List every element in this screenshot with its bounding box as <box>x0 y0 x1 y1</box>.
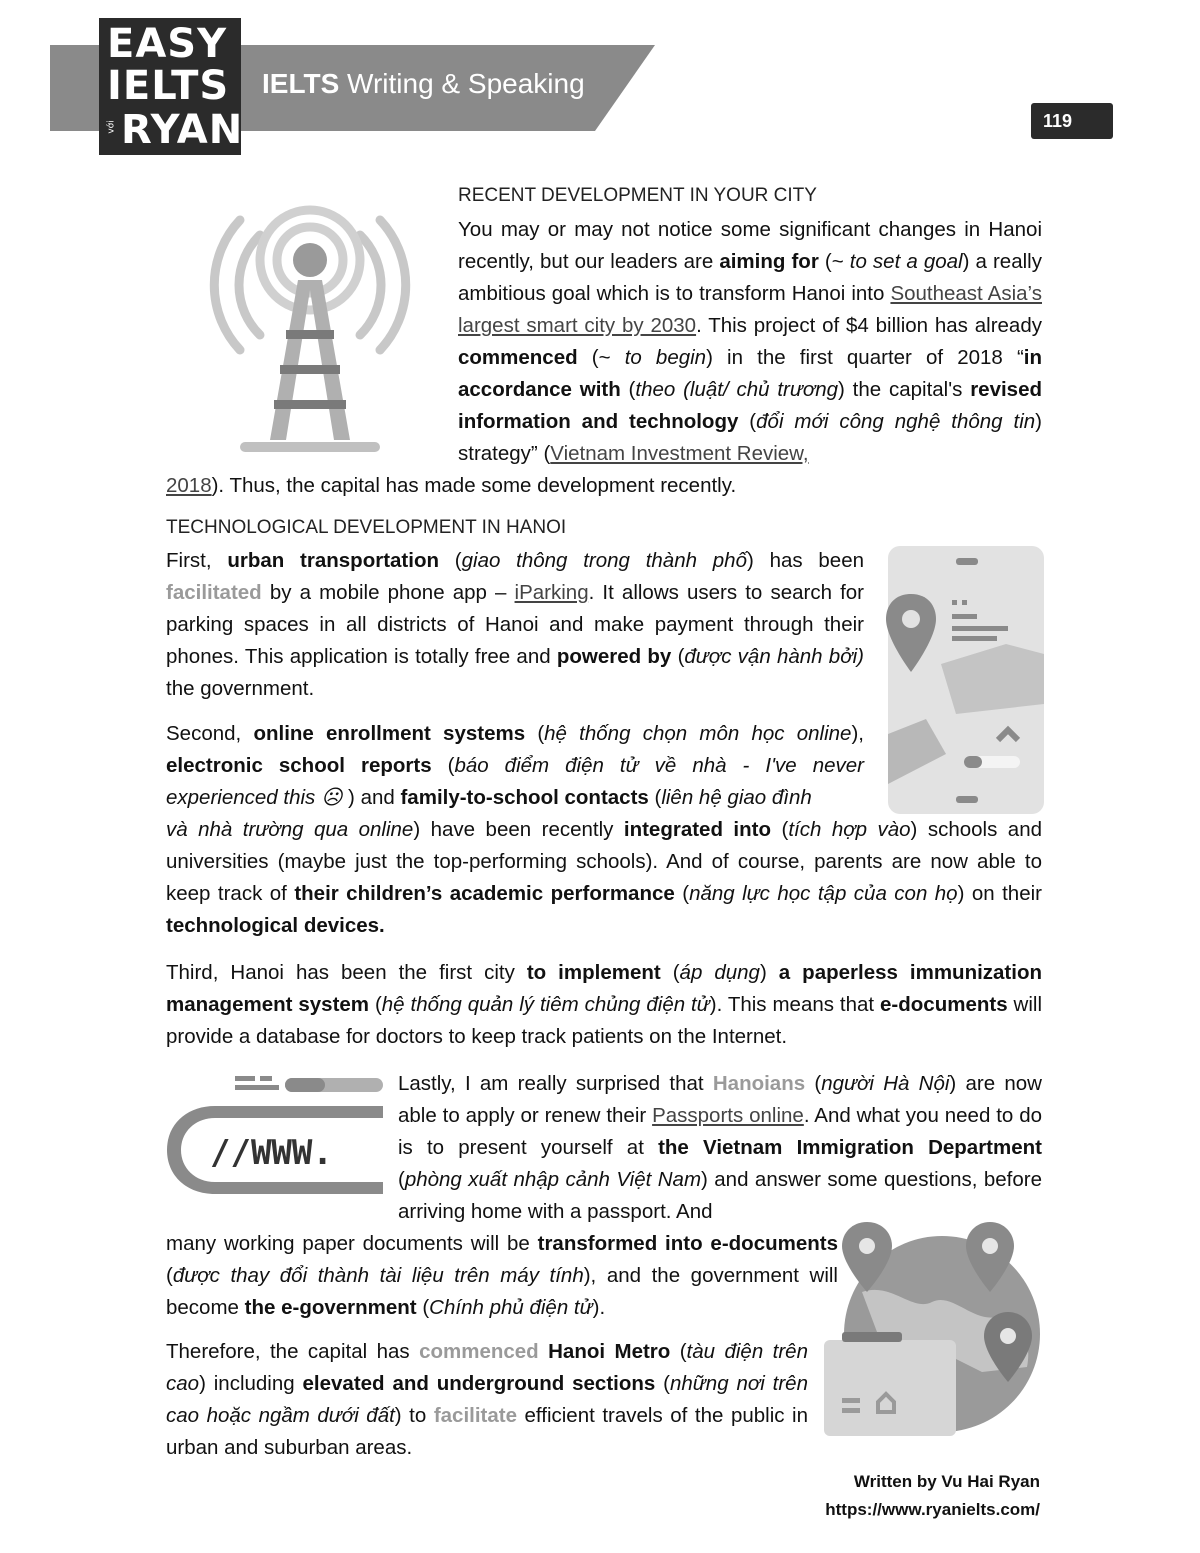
text-run: efficient travels of the public in urban and suburban areas. <box>166 1404 808 1459</box>
bold-term: powered by <box>556 645 672 668</box>
translation-text: hệ thống quản lý tiêm chủng điện tử <box>381 993 710 1016</box>
translation-text: to begin <box>624 346 707 369</box>
header-title <box>262 68 585 100</box>
bold-term: a paperless immunization management system <box>166 961 1042 1016</box>
text-run: ( <box>805 1072 822 1095</box>
text-run: . And what you need to do is to present yourself at <box>398 1104 1042 1159</box>
text-run: ) have been recently <box>413 818 624 841</box>
text-run: ). This means that <box>709 993 881 1016</box>
text-run: ( <box>398 1168 405 1191</box>
radio-tower-icon <box>200 180 420 460</box>
bold-term: Hanoi Metro <box>548 1340 671 1363</box>
translation-text: Chính phủ điện tử <box>429 1296 593 1319</box>
text-run: Therefore, the capital has <box>166 1340 420 1363</box>
text-run: ), <box>851 722 864 745</box>
translation-text: giao thông trong thành phố <box>461 549 747 572</box>
translation-text: áp dụng <box>679 961 760 984</box>
bold-term: the Vietnam Immigration Department <box>658 1136 1042 1159</box>
highlight-term: commenced <box>419 1340 539 1363</box>
text-run: ) and answer some questions, before arriving home with a passport. And <box>398 1168 1042 1223</box>
bold-term: electronic school reports <box>166 754 432 777</box>
text-run: ). Thus, the capital has made some development recently. <box>211 474 737 497</box>
bold-term: aiming for <box>719 250 819 273</box>
bold-term: e-documents <box>880 993 1008 1016</box>
link-text[interactable]: iParking <box>514 581 589 604</box>
paragraph-lastly-b <box>166 1228 838 1324</box>
translation-text: những nơi trên cao hoặc ngầm dưới đất <box>166 1372 808 1427</box>
text-run <box>539 1340 548 1363</box>
translation-text: và nhà trường qua online <box>166 818 414 841</box>
translation-text: được vận hành bởi) <box>684 645 864 668</box>
paragraph-recent-development-tail <box>166 470 1042 502</box>
globe-location-icon <box>822 1222 1044 1438</box>
text-run: ( <box>660 961 680 984</box>
website-url: https://www.ryanielts.com/ <box>825 1500 1040 1519</box>
highlight-term: Hanoians <box>712 1072 806 1095</box>
text-run: many working paper documents will be <box>166 1232 538 1255</box>
text-run: ( <box>671 645 685 668</box>
text-run: ( <box>620 378 636 401</box>
text-run: ( <box>369 993 382 1016</box>
text-run: ( <box>416 1296 430 1319</box>
logo-line-2: IELTS <box>107 63 230 109</box>
bold-term: family-to-school contacts <box>400 786 649 809</box>
text-run: ( <box>648 786 662 809</box>
translation-text: được thay đổi thành tài liệu trên máy tính <box>172 1264 584 1287</box>
text-run: . It allows users to search for parking spaces in all districts of Hanoi and make payment through their phones. This application is totally free and <box>166 581 865 668</box>
logo-line-1: EASY <box>107 21 228 67</box>
text-run: (~ <box>818 250 850 273</box>
www-browser-icon <box>165 1072 385 1202</box>
bold-term: urban transportation <box>227 549 439 572</box>
text-run: ) a really ambitious goal which is to transform Hanoi into <box>458 250 1042 305</box>
text-run: Second, <box>166 722 254 745</box>
phone-map-icon <box>886 544 1046 816</box>
text-run: the government. <box>166 677 315 700</box>
text-run: ( <box>738 410 757 433</box>
logo-line-3: RYAN <box>121 107 244 153</box>
text-run: ) strategy” ( <box>458 410 1042 465</box>
text-run: ), and the government will become <box>166 1264 838 1319</box>
paragraph-second-b <box>166 814 1042 942</box>
text-run: You may or may not notice some significant changes in Hanoi recently, but our leaders are <box>458 218 1042 273</box>
text-run: . This project of $4 billion has already <box>696 314 1042 337</box>
text-run: Third, Hanoi has been the first city <box>166 961 527 984</box>
text-run: ( <box>439 549 462 572</box>
translation-text: đổi mới công nghệ thông tin <box>756 410 1036 433</box>
text-run: (~ <box>577 346 625 369</box>
paragraph-second-a <box>166 718 864 814</box>
bold-term: the e-government <box>244 1296 417 1319</box>
text-run: ( <box>670 1340 687 1363</box>
text-run: ) the capital's <box>838 378 971 401</box>
text-run: ( <box>674 882 690 905</box>
text-run: ) has been <box>746 549 865 572</box>
translation-text: phòng xuất nhập cảnh Việt Nam <box>404 1168 702 1191</box>
text-run: ) <box>759 961 779 984</box>
paragraph-lastly-a <box>398 1068 1042 1228</box>
link-text[interactable]: Passports online <box>652 1104 804 1127</box>
text-run: ) and <box>342 786 401 809</box>
text-run: ). <box>592 1296 606 1319</box>
translation-text: tích hợp vào <box>788 818 911 841</box>
bold-term: commenced <box>458 346 578 369</box>
bold-term: online enrollment systems <box>253 722 526 745</box>
text-run: by a mobile phone app – <box>261 581 515 604</box>
text-run: ) including <box>199 1372 303 1395</box>
bold-term: their children’s academic performance <box>294 882 675 905</box>
text-run: will provide a database for doctors to keep track patients on the Internet. <box>166 993 1042 1048</box>
text-run: ( <box>771 818 789 841</box>
highlight-term: facilitate <box>433 1404 517 1427</box>
section-heading-technological: TECHNOLOGICAL DEVELOPMENT IN HANOI <box>166 517 567 538</box>
section-heading-recent: RECENT DEVELOPMENT IN YOUR CITY <box>458 185 817 206</box>
text-run: ) in the first quarter of 2018 “ <box>706 346 1024 369</box>
paragraph-third <box>166 957 1042 1053</box>
text-run: ( <box>166 1264 173 1287</box>
text-run: ) to <box>394 1404 434 1427</box>
bold-term: technological devices. <box>166 914 385 937</box>
easy-ielts-logo <box>99 18 244 155</box>
translation-text: tàu điện trên cao <box>166 1340 808 1395</box>
bold-term: in accordance with <box>458 346 1042 401</box>
link-text[interactable]: Southeast Asia’s largest smart city by 2030 <box>458 282 1042 337</box>
bold-term: to implement <box>526 961 661 984</box>
translation-text: theo (luật/ chủ trương <box>635 378 839 401</box>
translation-text: báo điểm điện tử về nhà - I've never experienced this ☹ <box>166 754 864 809</box>
text-run: ) are now able to apply or renew their <box>398 1072 1042 1127</box>
highlight-term: facilitated <box>166 581 262 604</box>
paragraph-recent-development <box>458 214 1042 470</box>
page-number: 119 <box>1031 103 1113 139</box>
translation-text: to set a goal <box>849 250 963 273</box>
bold-term: transformed into e-documents <box>537 1232 838 1255</box>
www-text: //WWW. <box>210 1133 333 1173</box>
text-run: ) on their <box>957 882 1042 905</box>
text-run: First, <box>166 549 228 572</box>
header-title-rest: Writing & Speaking <box>339 68 585 99</box>
text-run: ) schools and universities (maybe just the top-performing schools). And of course, parents are now able to keep track of <box>166 818 1042 905</box>
paragraph-therefore <box>166 1336 808 1464</box>
bold-term: elevated and underground sections <box>302 1372 656 1395</box>
bold-term: integrated into <box>623 818 772 841</box>
link-text[interactable]: 2018 <box>166 474 212 497</box>
credits <box>825 1468 1040 1524</box>
bold-term: revised information and technology <box>458 378 1042 433</box>
header-title-bold: IELTS <box>262 68 340 99</box>
logo-voi: với <box>106 120 117 134</box>
translation-text: liên hệ giao đình <box>661 786 812 809</box>
link-text[interactable]: Vietnam Investment Review, <box>550 442 809 465</box>
paragraph-first <box>166 545 864 705</box>
translation-text: người Hà Nội <box>821 1072 950 1095</box>
text-run: ( <box>431 754 455 777</box>
text-run: ( <box>525 722 545 745</box>
translation-text: năng lực học tập của con họ <box>689 882 958 905</box>
translation-text: hệ thống chọn môn học online <box>544 722 852 745</box>
written-by: Written by Vu Hai Ryan <box>853 1472 1040 1491</box>
header-band-tip <box>595 45 655 131</box>
text-run: Lastly, I am really surprised that <box>398 1072 713 1095</box>
text-run: ( <box>655 1372 670 1395</box>
